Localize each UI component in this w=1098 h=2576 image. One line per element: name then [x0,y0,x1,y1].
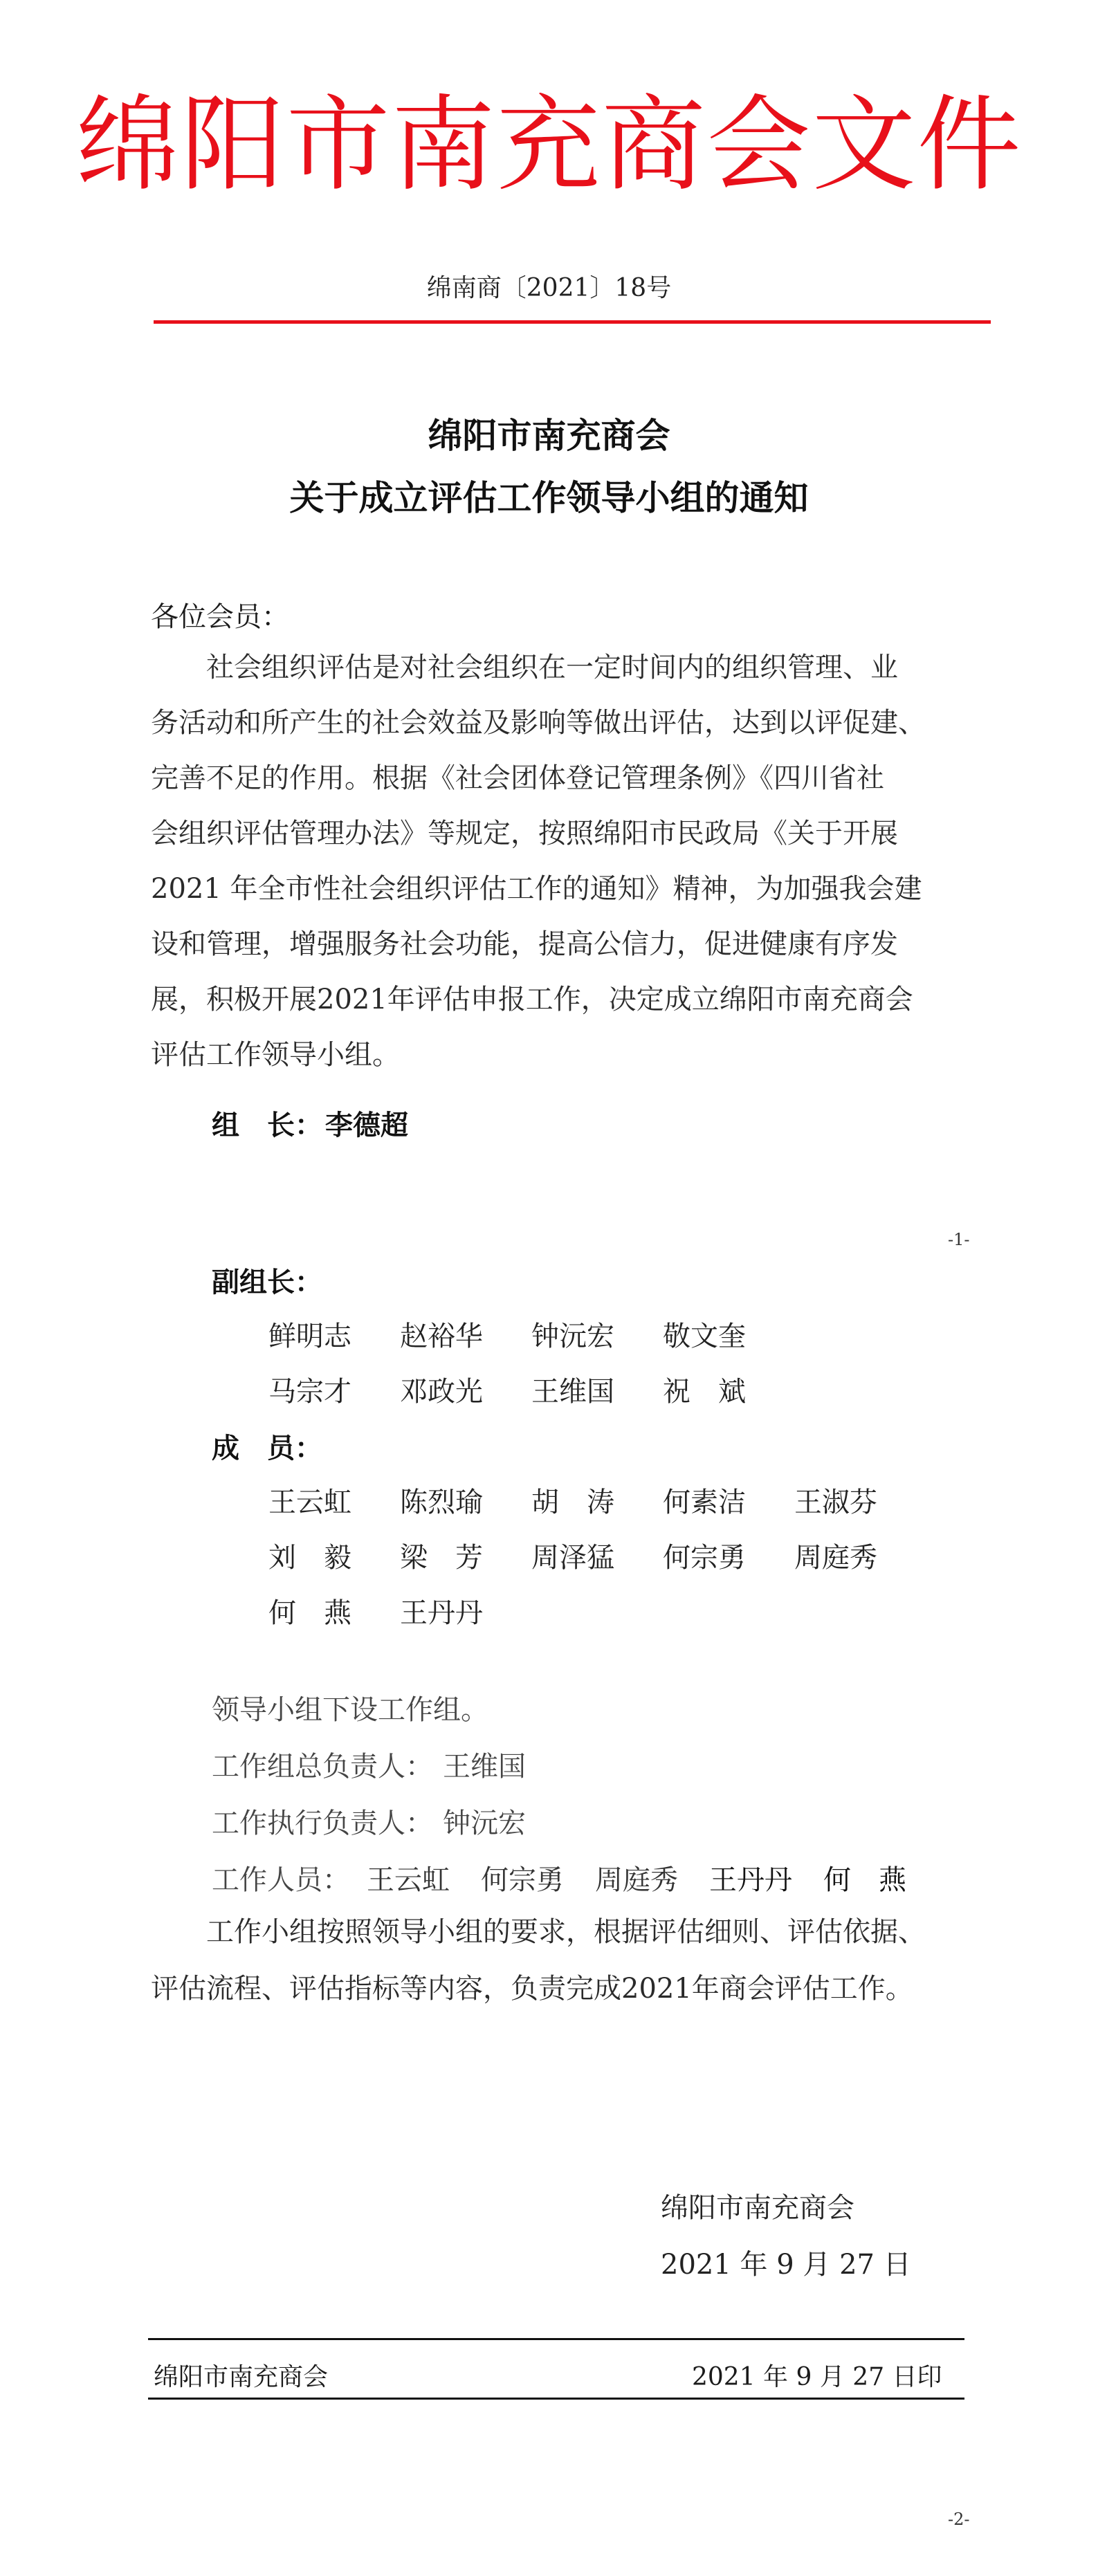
deputy-name: 祝 斌 [663,1376,746,1408]
footer-rule-bottom [148,2398,964,2400]
member-name: 胡 涛 [531,1487,614,1518]
page-number: -2- [948,2510,970,2529]
staff-name: 王丹丹 [709,1864,792,1896]
body-line: 评估工作领导小组。 [151,1039,400,1071]
staff-name: 王云虹 [367,1864,450,1896]
footer-org: 绵阳市南充商会 [154,2363,329,2391]
member-name: 何素洁 [663,1487,746,1518]
deputy-name: 钟沅宏 [531,1321,614,1352]
staff-name: 何 燕 [823,1864,906,1896]
member-name: 王淑芬 [794,1487,877,1518]
salutation: 各位会员： [151,601,289,633]
footer-rule-top [148,2338,964,2340]
body-line: 社会组织评估是对社会组织在一定时间内的组织管理、业 [151,652,898,683]
leader-name: 李德超 [325,1110,408,1141]
member-name: 何宗勇 [663,1542,746,1574]
body-line: 设和管理，增强服务社会功能，提高公信力，促进健康有序发 [151,928,898,960]
working-group-exec-label: 工作执行负责人： [212,1807,433,1839]
working-group-exec: 钟沅宏 [443,1807,526,1839]
member-name: 周庭秀 [794,1542,877,1574]
working-group-chief: 王维国 [443,1751,526,1783]
deputy-name: 马宗才 [268,1376,351,1408]
member-name: 王云虹 [268,1487,351,1518]
staff-name: 何宗勇 [481,1864,564,1896]
deputy-name: 赵裕华 [400,1321,483,1352]
deputies-label: 副组长： [212,1267,322,1298]
leader-label: 组 长： [212,1110,322,1141]
document-header-title: 绵阳市南充商会文件 [75,85,1023,205]
notice-title-line1: 绵阳市南充商会 [428,415,670,456]
notice-title-line2: 关于成立评估工作领导小组的通知 [289,477,809,518]
member-name: 何 燕 [268,1597,351,1629]
header-red-rule [154,320,991,324]
member-name: 梁 芳 [400,1542,483,1574]
staff-name: 周庭秀 [595,1864,678,1896]
deputy-name: 鲜明志 [268,1321,351,1352]
body-line: 完善不足的作用。根据《社会团体登记管理条例》《四川省社 [151,762,884,794]
body-line: 2021 年全市性社会组织评估工作的通知》精神，为加强我会建 [151,873,922,905]
deputy-name: 邓政光 [400,1376,483,1408]
signature-org: 绵阳市南充商会 [661,2192,854,2224]
working-group-duty-line: 工作小组按照领导小组的要求，根据评估细则、评估依据、 [151,1916,926,1948]
document-number: 绵南商〔2021〕18号 [426,274,672,302]
member-name: 王丹丹 [400,1597,483,1629]
member-name: 周泽猛 [531,1542,614,1574]
member-name: 刘 毅 [268,1542,351,1574]
working-group-intro: 领导小组下设工作组。 [212,1694,488,1726]
working-group-duty-line: 评估流程、评估指标等内容，负责完成2021年商会评估工作。 [151,1973,913,2005]
body-line: 会组织评估管理办法》等规定，按照绵阳市民政局《关于开展 [151,818,898,849]
deputy-name: 敬文奎 [663,1321,746,1352]
members-label: 成 员： [212,1433,322,1464]
working-group-chief-label: 工作组总负责人： [212,1751,433,1783]
footer-print-date: 2021 年 9 月 27 日印 [692,2363,942,2391]
signature-date: 2021 年 9 月 27 日 [661,2249,911,2281]
body-line: 展，积极开展2021年评估申报工作，决定成立绵阳市南充商会 [151,984,913,1015]
working-group-staff-label: 工作人员： [212,1864,350,1896]
deputy-name: 王维国 [531,1376,614,1408]
member-name: 陈烈瑜 [400,1487,483,1518]
body-line: 务活动和所产生的社会效益及影响等做出评估，达到以评促建、 [151,707,926,739]
page-number: -1- [948,1230,970,1249]
